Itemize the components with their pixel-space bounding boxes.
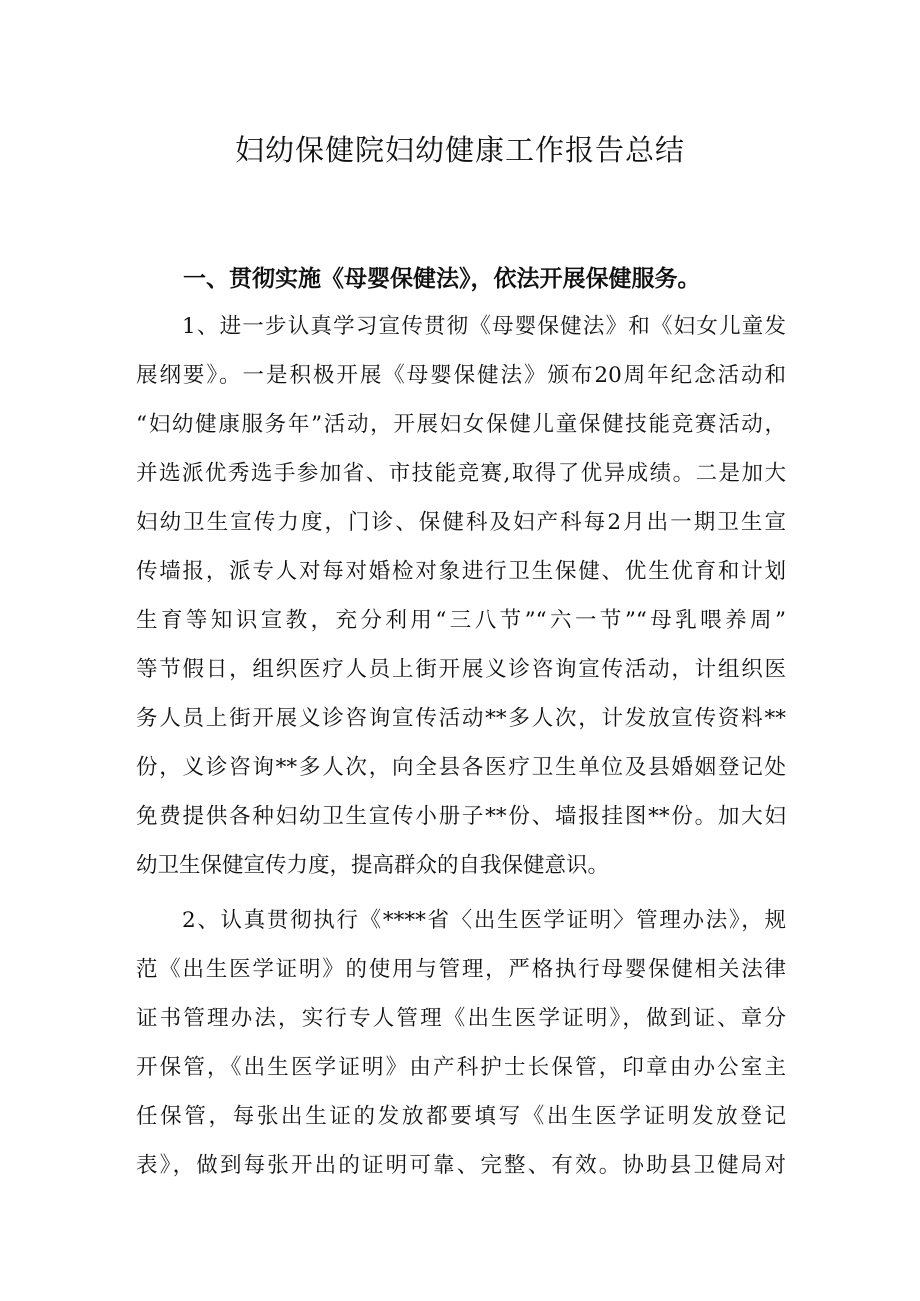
paragraph-line: 传墙报，派专人对每对婚检对象进行卫生保健、优生优育和计划 xyxy=(136,559,786,584)
paragraph-line: 2、认真贯彻执行《****省〈出生医学证明〉管理办法》，规 xyxy=(182,908,786,933)
paragraph-line: 开保管，《出生医学证明》由产科护士长保管，印章由办公室主 xyxy=(136,1055,786,1080)
paragraph-line: 妇幼卫生宣传力度，门诊、保健科及妇产科每2月出一期卫生宣 xyxy=(136,510,786,535)
paragraph-line: 务人员上街开展义诊咨询宣传活动**多人次，计发放宣传资料** xyxy=(136,706,786,731)
paragraph-line: 等节假日，组织医疗人员上街开展义诊咨询宣传活动，计组织医 xyxy=(136,657,786,682)
paragraph-line: 表》，做到每张开出的证明可靠、完整、有效。协助县卫健局对 xyxy=(136,1153,786,1178)
paragraph-line: 任保管，每张出生证的发放都要填写《出生医学证明发放登记 xyxy=(136,1104,786,1129)
paragraph-line: 展纲要》。一是积极开展《母婴保健法》颁布20周年纪念活动和 xyxy=(136,363,786,388)
paragraph-line: 证书管理办法，实行专人管理《出生医学证明》，做到证、章分 xyxy=(136,1006,786,1031)
paragraph-line: 1、进一步认真学习宣传贯彻《母婴保健法》和《妇女儿童发 xyxy=(182,314,786,339)
paragraph-line: “妇幼健康服务年”活动，开展妇女保健儿童保健技能竞赛活动， xyxy=(136,412,786,437)
document-title: 妇幼保健院妇幼健康工作报告总结 xyxy=(234,133,685,167)
paragraph-line: 并选派优秀选手参加省、市技能竞赛,取得了优异成绩。二是加大 xyxy=(136,461,786,486)
paragraph-line: 幼卫生保健宣传力度，提高群众的自我保健意识。 xyxy=(136,853,610,878)
paragraph-line: 份，义诊咨询**多人次，向全县各医疗卫生单位及县婚姻登记处 xyxy=(136,755,786,780)
section-heading: 一、贯彻实施《母婴保健法》，依法开展保健服务。 xyxy=(183,266,701,292)
paragraph-line: 生育等知识宣教，充分利用“三八节”“六一节”“母乳喂养周” xyxy=(136,608,786,633)
paragraph-line: 免费提供各种妇幼卫生宣传小册子**份、墙报挂图**份。加大妇 xyxy=(136,804,786,829)
paragraph-line: 范《出生医学证明》的使用与管理，严格执行母婴保健相关法律 xyxy=(136,957,786,982)
